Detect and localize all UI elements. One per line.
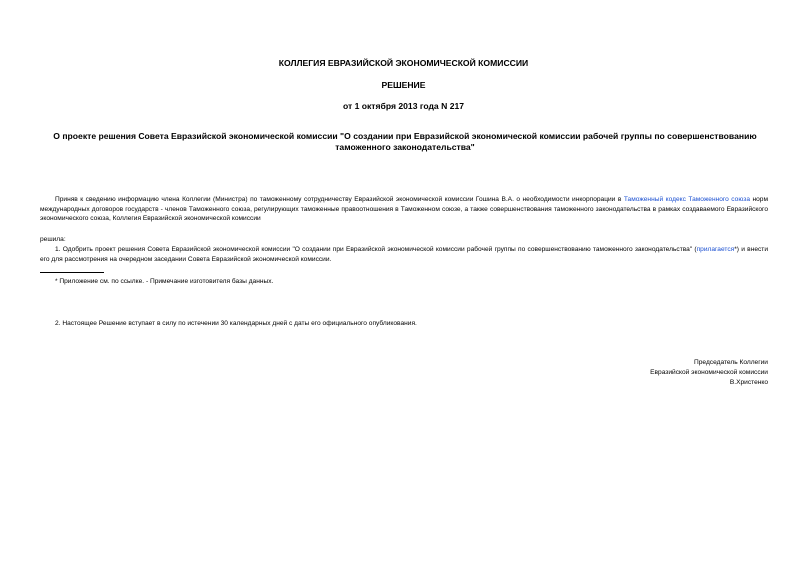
- footnote-text: * Приложение см. по ссылке. - Примечание изготовителя базы данных.: [55, 278, 274, 285]
- document-type: РЕШЕНИЕ: [381, 80, 426, 90]
- signature-position: Председатель Коллегии: [694, 359, 768, 366]
- title-line-2: таможенного законодательства": [335, 142, 475, 152]
- decided-label: решила:: [40, 236, 66, 243]
- signature-name: В.Христенко: [729, 379, 768, 386]
- title-line-1: О проекте решения Совета Евразийской экономической комиссии "О создании при Евразийской экономической комиссии рабочей группы по совершенствованию: [53, 131, 757, 141]
- footnote-divider: [40, 272, 104, 273]
- signature-organization: Евразийской экономической комиссии: [650, 369, 768, 376]
- item-1-text-end: *) и внести его для рассмотрения на очередном заседании Совета Евразийской экономической комиссии.: [40, 246, 768, 263]
- preamble-paragraph: [40, 195, 768, 224]
- signature-block: [650, 358, 768, 388]
- attachment-link[interactable]: прилагается: [696, 246, 735, 253]
- date-and-number: от 1 октября 2013 года N 217: [342, 101, 465, 111]
- item-2-paragraph: 2. Настоящее Решение вступает в силу по истечении 30 календарных дней с даты его официального опубликования.: [55, 320, 417, 327]
- preamble-text-end: норм международных договоров государств - членов Таможенного союза, регулирующих таможенные правоотношения в Таможенном союзе, а также совершенствования таможенного законодательства в рамках создаваемого Евразийского экономического союза, Коллегия Евразийской экономической комиссии: [40, 196, 768, 223]
- preamble-text-start: Приняв к сведению информацию члена Коллегии (Министра) по таможенному сотрудничеству Евразийской экономической комиссии Гошина В.А. о необходимости инкорпорации в: [55, 196, 624, 203]
- customs-code-link[interactable]: Таможенный кодекс Таможенного союза: [623, 196, 750, 203]
- document-title: [40, 131, 770, 153]
- organization-heading: КОЛЛЕГИЯ ЕВРАЗИЙСКОЙ ЭКОНОМИЧЕСКОЙ КОМИССИИ: [278, 58, 529, 68]
- item-1-paragraph: [40, 245, 768, 264]
- item-1-text-start: 1. Одобрить проект решения Совета Евразийской экономической комиссии "О создании при Евразийской экономической комиссии рабочей группы по совершенствованию таможенного законодательства" (: [55, 246, 697, 253]
